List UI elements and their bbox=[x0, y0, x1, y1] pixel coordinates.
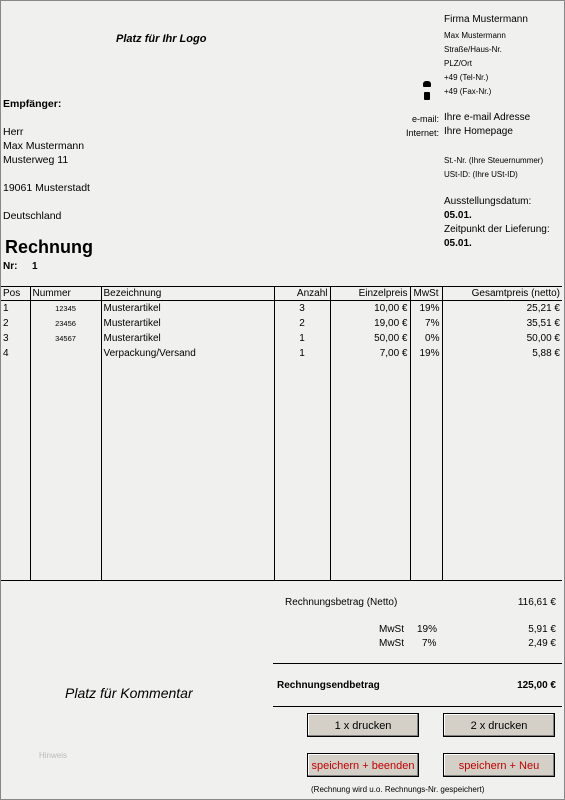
issue-date-value: 05.01. bbox=[444, 210, 472, 221]
fax-icon bbox=[424, 87, 430, 105]
cell-gesamtpreis: 25,21 € bbox=[442, 301, 562, 316]
recipient-city: 19061 Musterstadt bbox=[3, 182, 90, 194]
logo-placeholder: Platz für Ihr Logo bbox=[116, 33, 207, 45]
sender-company: Firma Mustermann bbox=[444, 14, 528, 25]
totals-divider-bottom bbox=[273, 706, 562, 707]
sender-tel: +49 (Tel-Nr.) bbox=[444, 73, 489, 82]
invoice-nr-label: Nr: bbox=[3, 261, 18, 272]
cell-mwst: 19% bbox=[410, 301, 442, 316]
delivery-date-label: Zeitpunkt der Lieferung: bbox=[444, 224, 550, 235]
sender-name: Max Mustermann bbox=[444, 31, 506, 40]
sender-city: PLZ/Ort bbox=[444, 59, 473, 68]
table-header-row bbox=[1, 287, 562, 301]
final-value: 125,00 € bbox=[517, 680, 556, 691]
print-once-button[interactable]: 1 x drucken bbox=[307, 713, 419, 737]
email-label: e-mail: bbox=[411, 114, 439, 124]
vat2-value: 2,49 € bbox=[528, 638, 556, 649]
cell-gesamtpreis: 5,88 € bbox=[442, 346, 562, 361]
cell-mwst: 19% bbox=[410, 346, 442, 361]
items-table bbox=[1, 286, 562, 581]
table-row bbox=[1, 346, 562, 361]
header-nummer: Nummer bbox=[30, 287, 101, 301]
header-einzelpreis: Einzelpreis bbox=[330, 287, 410, 301]
recipient-street: Musterweg 11 bbox=[3, 154, 69, 166]
sender-vat-id: USt-ID: (Ihre USt-ID) bbox=[444, 170, 518, 179]
cell-einzelpreis: 19,00 € bbox=[330, 316, 410, 331]
cell-pos: 2 bbox=[1, 316, 30, 331]
cell-einzelpreis: 7,00 € bbox=[330, 346, 410, 361]
cell-bezeichnung: Musterartikel bbox=[101, 316, 274, 331]
sender-street: Straße/Haus-Nr. bbox=[444, 45, 502, 54]
sender-fax: +49 (Fax-Nr.) bbox=[444, 87, 492, 96]
vat1-value: 5,91 € bbox=[528, 624, 556, 635]
cell-anzahl: 1 bbox=[274, 331, 330, 346]
recipient-heading: Empfänger: bbox=[3, 98, 62, 110]
cell-bezeichnung: Musterartikel bbox=[101, 331, 274, 346]
vat1-rate: 19% bbox=[417, 624, 438, 635]
recipient-name: Max Mustermann bbox=[3, 140, 85, 152]
cell-anzahl: 1 bbox=[274, 346, 330, 361]
header-bezeichnung: Bezeichnung bbox=[101, 287, 274, 301]
cell-anzahl: 2 bbox=[274, 316, 330, 331]
cell-nummer bbox=[30, 346, 101, 361]
vat1-label: MwSt bbox=[379, 624, 404, 635]
final-label: Rechnungsendbetrag bbox=[277, 680, 380, 691]
sender-web: Ihre Homepage bbox=[444, 126, 513, 137]
cell-pos: 1 bbox=[1, 301, 30, 316]
net-value: 116,61 € bbox=[517, 597, 556, 608]
totals-divider-top bbox=[273, 663, 562, 664]
cell-gesamtpreis: 50,00 € bbox=[442, 331, 562, 346]
table-row bbox=[1, 316, 562, 331]
vat2-rate: 7% bbox=[422, 638, 437, 649]
cell-bezeichnung: Verpackung/Versand bbox=[101, 346, 274, 361]
invoice-title: Rechnung bbox=[5, 237, 93, 257]
recipient-salutation: Herr bbox=[3, 126, 24, 138]
header-gesamtpreis: Gesamtpreis (netto) bbox=[442, 287, 562, 301]
header-anzahl: Anzahl bbox=[274, 287, 330, 301]
cell-nummer: 34567 bbox=[30, 331, 101, 346]
cell-einzelpreis: 10,00 € bbox=[330, 301, 410, 316]
header-pos: Pos bbox=[1, 287, 30, 301]
recipient-country: Deutschland bbox=[3, 210, 62, 222]
web-label: Internet: bbox=[405, 128, 439, 138]
faint-text: Hinweis bbox=[39, 751, 68, 760]
table-filler-row bbox=[1, 361, 562, 581]
table-row bbox=[1, 331, 562, 346]
vat2-label: MwSt bbox=[379, 638, 404, 649]
save-exit-button[interactable]: speichern + beenden bbox=[307, 753, 419, 777]
cell-bezeichnung: Musterartikel bbox=[101, 301, 274, 316]
table-row bbox=[1, 301, 562, 316]
cell-pos: 4 bbox=[1, 346, 30, 361]
comment-placeholder: Platz für Kommentar bbox=[65, 685, 193, 701]
net-label: Rechnungsbetrag (Netto) bbox=[285, 597, 398, 608]
header-mwst: MwSt bbox=[410, 287, 442, 301]
delivery-date-value: 05.01. bbox=[444, 238, 472, 249]
cell-mwst: 0% bbox=[410, 331, 442, 346]
cell-anzahl: 3 bbox=[274, 301, 330, 316]
sender-tax-no: St.-Nr. (Ihre Steuernummer) bbox=[444, 156, 544, 165]
cell-einzelpreis: 50,00 € bbox=[330, 331, 410, 346]
save-new-button[interactable]: speichern + Neu bbox=[443, 753, 555, 777]
invoice-nr-value: 1 bbox=[32, 261, 38, 272]
cell-nummer: 12345 bbox=[30, 301, 101, 316]
cell-gesamtpreis: 35,51 € bbox=[442, 316, 562, 331]
cell-mwst: 7% bbox=[410, 316, 442, 331]
sender-email: Ihre e-mail Adresse bbox=[444, 112, 531, 123]
cell-nummer: 23456 bbox=[30, 316, 101, 331]
footer-note: (Rechnung wird u.o. Rechnungs-Nr. gespeichert) bbox=[311, 785, 485, 794]
issue-date-label: Ausstellungsdatum: bbox=[444, 196, 532, 207]
print-twice-button[interactable]: 2 x drucken bbox=[443, 713, 555, 737]
cell-pos: 3 bbox=[1, 331, 30, 346]
